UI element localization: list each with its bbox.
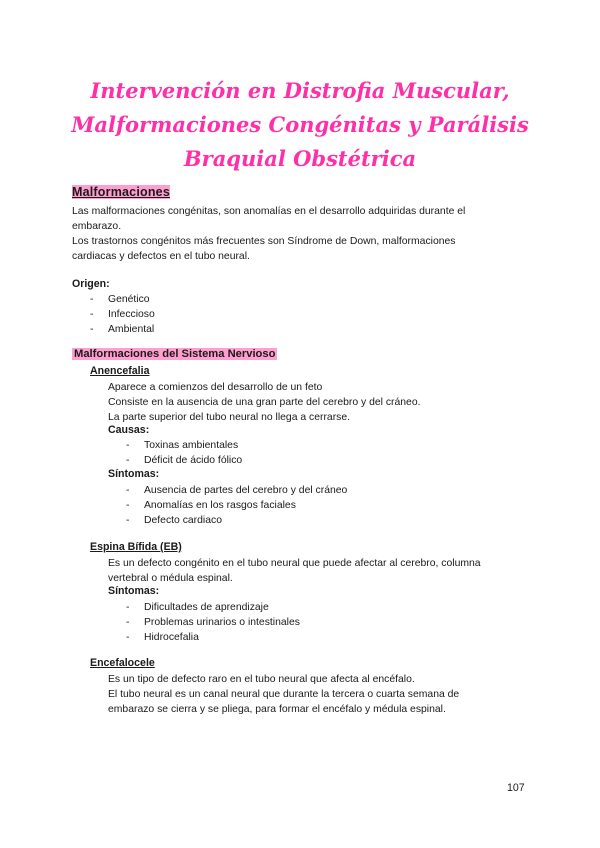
section-heading-sistema-nervioso: Malformaciones del Sistema Nervioso: [74, 348, 276, 360]
section-heading-malformaciones: Malformaciones: [72, 185, 170, 199]
anencefalia-symptoms-list: [126, 483, 347, 528]
description-line: Es un defecto congénito en el tubo neural que puede afectar al cerebro, columna: [108, 558, 481, 569]
list-item: - Problemas urinarios o intestinales: [126, 615, 300, 630]
list-item: - Anomalías en los rasgos faciales: [126, 498, 347, 513]
description-line: vertebral o médula espinal.: [108, 573, 233, 584]
intro-line: Las malformaciones congénitas, son anomalías en el desarrollo adquiridas durante el: [72, 206, 466, 217]
causes-label: Causas:: [108, 424, 150, 436]
subsection-title-anencefalia: Anencefalia: [90, 365, 150, 377]
list-item: - Déficit de ácido fólico: [126, 453, 242, 468]
symptoms-label: Síntomas:: [108, 585, 160, 597]
description-line: Aparece a comienzos del desarrollo de un feto: [108, 382, 323, 393]
intro-line: cardiacas y defectos en el tubo neural.: [72, 251, 250, 262]
intro-line: Los trastornos congénitos más frecuentes son Síndrome de Down, malformaciones: [72, 236, 456, 247]
description-line: Consiste en la ausencia de una gran parte del cerebro y del cráneo.: [108, 397, 421, 408]
document-title: [40, 74, 560, 176]
list-item: - Infeccioso: [90, 307, 155, 322]
list-item: - Hidrocefalia: [126, 630, 300, 645]
origin-label: Origen:: [72, 278, 110, 290]
list-item: - Ausencia de partes del cerebro y del cráneo: [126, 483, 347, 498]
espina-bifida-description: [108, 556, 481, 586]
symptoms-label: Síntomas:: [108, 468, 160, 480]
encefalocele-description: [108, 672, 459, 717]
list-item: - Dificultades de aprendizaje: [126, 600, 300, 615]
description-line: El tubo neural es un canal neural que durante la tercera o cuarta semana de: [108, 689, 460, 700]
title-line: Intervención en Distrofia Muscular,: [90, 78, 510, 103]
intro-line: embarazo.: [72, 221, 122, 232]
page-number: 107: [507, 782, 525, 794]
list-item: - Genético: [90, 292, 155, 307]
origin-list: [90, 292, 155, 337]
description-line: Es un tipo de defecto raro en el tubo neural que afecta al encéfalo.: [108, 674, 415, 685]
subsection-title-espina-bifida: Espina Bífida (EB): [90, 541, 182, 553]
anencefalia-description: [108, 380, 421, 425]
list-item: - Ambiental: [90, 322, 155, 337]
description-line: embarazo se cierra y se pliega, para formar el encéfalo y médula espinal.: [108, 704, 446, 715]
subsection-title-encefalocele: Encefalocele: [90, 657, 155, 669]
description-line: La parte superior del tubo neural no llega a cerrarse.: [108, 412, 351, 423]
title-line: Braquial Obstétrica: [183, 146, 417, 171]
list-item: - Toxinas ambientales: [126, 438, 242, 453]
espina-bifida-symptoms-list: [126, 600, 300, 645]
list-item: - Defecto cardiaco: [126, 513, 347, 528]
title-line: Malformaciones Congénitas y Parálisis: [71, 112, 529, 137]
causes-list: [126, 438, 242, 468]
intro-paragraph: [72, 204, 465, 264]
